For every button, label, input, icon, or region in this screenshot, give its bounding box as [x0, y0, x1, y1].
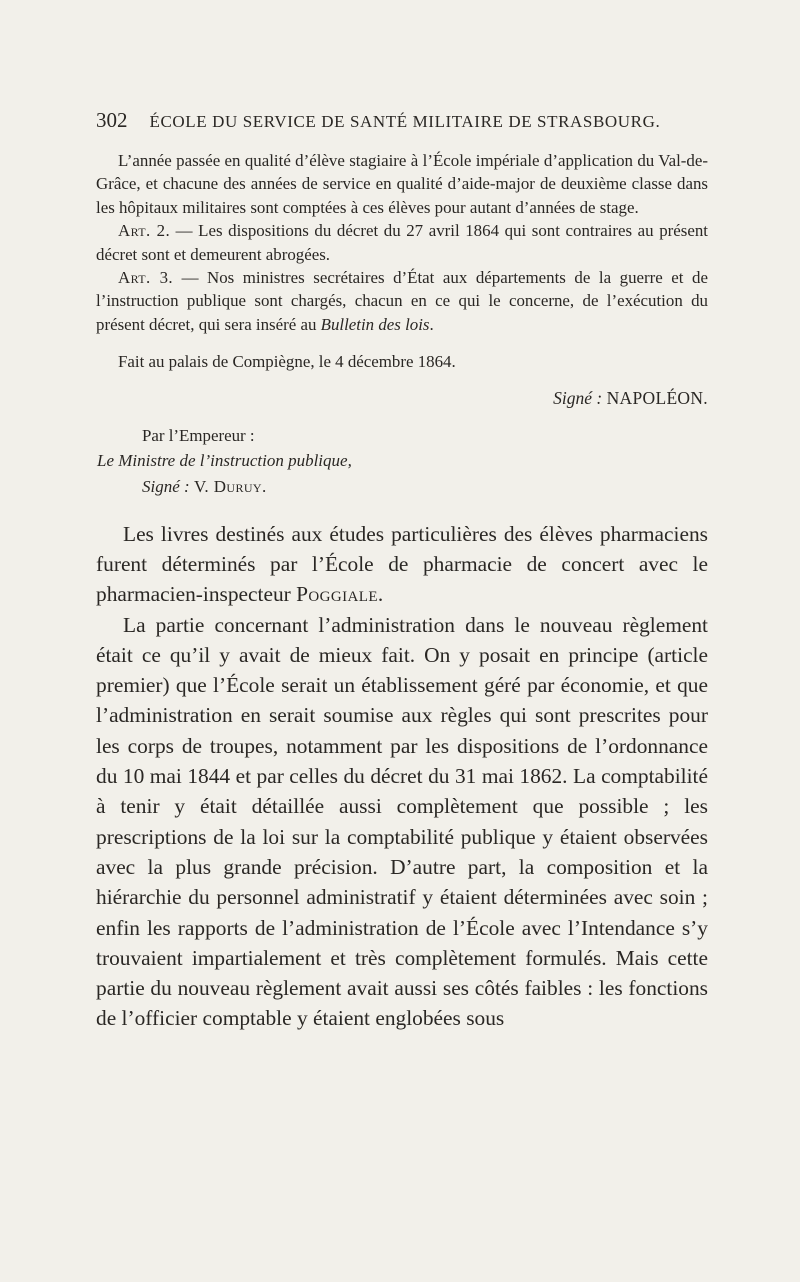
article-2-text: — Les dispositions du décret du 27 avril 1864 qui sont contraires au présent décret sont et demeurent abrogées. [96, 221, 708, 264]
signature-duruy [96, 475, 708, 499]
bulletin-des-lois: Bulletin des lois [320, 314, 430, 334]
article-3 [96, 266, 708, 336]
signe-label: Signé : [553, 387, 603, 408]
body-paragraph-2: La partie concernant l’administration dans le nouveau règlement était ce qu’il y avait de mieux fait. On y posait en principe (article premier) que l’École serait un établissement géré par économie, et que l’administration en serait soumise aux règles qui sont prescrites pour les corps de troupes, notamment par les dispositions de l’ordonnance du 10 mai 1844 et par celles du décret du 31 mai 1862. La comptabilité à tenir y était détaillée aussi complètement que possible ; les prescriptions de la loi sur la comptabilité publique y étaient observées avec la plus grande précision. D’autre part, la composition et la hiérarchie du personnel administratif y étaient déterminées avec soin ; enfin les rapports de l’administration de l’École avec l’Intendance s’y trouvaient impartialement et très complètement formulés. Mais cette partie du nouveau règlement avait aussi ses côtés faibles : les fonctions de l’officier comptable y étaient englobées sous [96, 612, 708, 1031]
duruy-signe-label: Signé : [142, 476, 190, 496]
body-paragraph-1-end: . [377, 582, 384, 607]
article-2 [96, 219, 708, 266]
decree-paragraph-1: L’année passée en qualité d’élève stagiaire à l’École impériale d’application du Val-de-Grâce, et chacune des années de service en qualité d’aide-major de deuxième classe dans les hôpitaux militaires sont comptées à ces élèves pour autant d’années de stage. [96, 151, 708, 217]
article-3-label: Art. 3. [118, 268, 174, 288]
ministre-line: Le Ministre de l’instruction publique, [97, 450, 352, 470]
decree-text [96, 149, 708, 374]
page-number: 302 [96, 108, 128, 132]
book-page [96, 108, 708, 1034]
running-title: ÉCOLE DU SERVICE DE SANTÉ MILITAIRE DE STRASBOURG. [149, 112, 661, 131]
body-paragraph-1-text: Les livres destinés aux études particulières des élèves pharmaciens furent déterminés par l’École de pharmacie de concert avec le pharmacien-inspecteur [96, 521, 708, 607]
article-2-label: Art. 2. [118, 221, 171, 241]
signature-napoleon [96, 386, 708, 410]
poggiale-name: Poggiale [296, 582, 378, 607]
fait-au-palais: Fait au palais de Compiègne, le 4 décembre 1864. [118, 352, 456, 372]
article-3-text: — Nos ministres secrétaires d’État aux départements de la guerre et de l’instruction publique sont chargés, chacun en ce qui le concerne, de l’exécution du présent décret, qui sera inséré au [96, 268, 708, 334]
napoleon-name: NAPOLÉON. [606, 387, 708, 408]
running-head [96, 108, 708, 133]
par-empereur: Par l’Empereur : [142, 425, 255, 445]
body-paragraph-1 [96, 519, 708, 610]
article-3-end: . [429, 314, 434, 334]
main-text [96, 519, 708, 1034]
duruy-name: V. Duruy. [193, 476, 267, 496]
